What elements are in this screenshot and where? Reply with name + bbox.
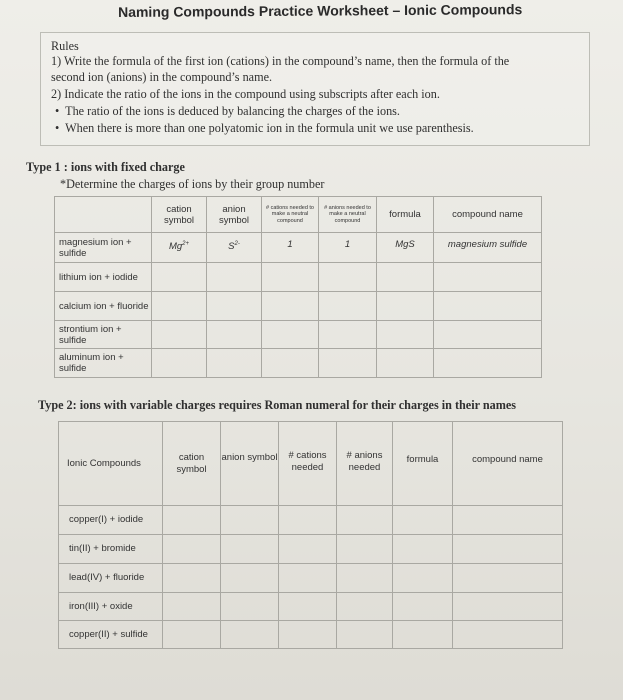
ion-pair-cell: tin(II) + bromide: [59, 535, 163, 564]
answer-cell[interactable]: [163, 535, 221, 564]
answer-cell[interactable]: [279, 535, 337, 564]
type2-header-cations-needed: # cations needed: [279, 422, 337, 506]
type2-header-anions-needed: # anions needed: [337, 422, 393, 506]
anion-symbol: S: [228, 241, 235, 253]
answer-cell[interactable]: [434, 349, 542, 378]
answer-cell[interactable]: [377, 263, 434, 292]
rule-1-line-1: 1) Write the formula of the first ion (cations) in the compound’s name, then the formula of the: [51, 54, 510, 68]
answer-cell[interactable]: [207, 349, 262, 378]
cations-needed-cell[interactable]: 1: [262, 233, 319, 263]
type1-header-compound-name: compound name: [434, 197, 542, 233]
answer-cell[interactable]: [377, 349, 434, 378]
ion-pair-cell: aluminum ion + sulfide: [55, 349, 152, 378]
type1-label: Type 1 :: [26, 160, 68, 174]
answer-cell[interactable]: [207, 292, 262, 321]
page-title: Naming Compounds Practice Worksheet – Ionic Compounds: [118, 1, 523, 20]
table-row: [59, 621, 563, 649]
answer-cell[interactable]: [221, 564, 279, 593]
rules-box: [40, 32, 590, 146]
answer-cell[interactable]: [152, 292, 207, 321]
type1-header-anions-needed: # anions needed to make a neutral compound: [319, 197, 377, 233]
type1-header-row: [55, 197, 542, 233]
type1-header-cations-needed: # cations needed to make a neutral compound: [262, 197, 319, 233]
table-row: [59, 593, 563, 621]
type1-table: [54, 196, 542, 378]
answer-cell[interactable]: [262, 263, 319, 292]
ion-pair-cell: magnesium ion + sulfide: [55, 233, 152, 263]
answer-cell[interactable]: [319, 321, 377, 349]
rule-bullet-2: • When there is more than one polyatomic ion in the formula unit we use parenthesis.: [55, 121, 474, 135]
answer-cell[interactable]: [221, 506, 279, 535]
table-row: [55, 233, 542, 263]
answer-cell[interactable]: [453, 535, 563, 564]
type2-table-wrap: [58, 421, 563, 649]
answer-cell[interactable]: [279, 621, 337, 649]
answer-cell[interactable]: [337, 593, 393, 621]
table-row: [55, 263, 542, 292]
anion-charge: 2-: [234, 241, 240, 247]
answer-cell[interactable]: [152, 321, 207, 349]
answer-cell[interactable]: [377, 321, 434, 349]
ion-pair-cell: iron(III) + oxide: [59, 593, 163, 621]
ion-pair-cell: lead(IV) + fluoride: [59, 564, 163, 593]
answer-cell[interactable]: [453, 621, 563, 649]
compound-name-cell[interactable]: magnesium sulfide: [434, 233, 542, 263]
table-row: [55, 349, 542, 378]
type1-header-anion: anion symbol: [207, 197, 262, 233]
rule-bullet-2-text: When there is more than one polyatomic ion in the formula unit we use parenthesis.: [65, 121, 474, 135]
answer-cell[interactable]: [434, 321, 542, 349]
formula-cell[interactable]: MgS: [377, 233, 434, 263]
answer-cell[interactable]: [319, 263, 377, 292]
answer-cell[interactable]: [434, 263, 542, 292]
rule-bullet-1: • The ratio of the ions is deduced by balancing the charges of the ions.: [55, 104, 400, 118]
answer-cell[interactable]: [262, 292, 319, 321]
ion-pair-cell: copper(II) + sulfide: [59, 621, 163, 649]
answer-cell[interactable]: [163, 506, 221, 535]
ion-pair-cell: lithium ion + iodide: [55, 263, 152, 292]
answer-cell[interactable]: [221, 593, 279, 621]
table-row: [55, 292, 542, 321]
answer-cell[interactable]: [152, 349, 207, 378]
table-row: [55, 321, 542, 349]
answer-cell[interactable]: [319, 292, 377, 321]
answer-cell[interactable]: [337, 535, 393, 564]
type2-header-anion: anion symbol: [221, 422, 279, 506]
answer-cell[interactable]: [434, 292, 542, 321]
answer-cell[interactable]: [377, 292, 434, 321]
cation-symbol-cell[interactable]: [152, 233, 207, 263]
answer-cell[interactable]: [163, 593, 221, 621]
type1-heading: [26, 160, 185, 176]
type2-header-cation: cation symbol: [163, 422, 221, 506]
answer-cell[interactable]: [221, 535, 279, 564]
rule-1-line-2: second ion (anions) in the compound’s name.: [51, 70, 273, 84]
answer-cell[interactable]: [163, 564, 221, 593]
answer-cell[interactable]: [262, 349, 319, 378]
answer-cell[interactable]: [393, 535, 453, 564]
answer-cell[interactable]: [279, 593, 337, 621]
answer-cell[interactable]: [152, 263, 207, 292]
table-row: [59, 564, 563, 593]
answer-cell[interactable]: [393, 506, 453, 535]
cation-symbol: Mg: [168, 241, 183, 253]
rules-heading: Rules: [51, 39, 79, 53]
table-row: [59, 535, 563, 564]
answer-cell[interactable]: [207, 321, 262, 349]
answer-cell[interactable]: [319, 349, 377, 378]
rule-bullet-1-text: The ratio of the ions is deduced by balancing the charges of the ions.: [65, 104, 400, 118]
type1-header-blank: [55, 197, 152, 233]
type2-header-compound-name: compound name: [453, 422, 563, 506]
ion-pair-cell: copper(I) + iodide: [59, 506, 163, 535]
ion-pair-cell: calcium ion + fluoride: [55, 292, 152, 321]
answer-cell[interactable]: [262, 321, 319, 349]
answer-cell[interactable]: [337, 564, 393, 593]
answer-cell[interactable]: [337, 506, 393, 535]
ion-pair-cell: strontium ion + sulfide: [55, 321, 152, 349]
anions-needed-cell[interactable]: 1: [319, 233, 377, 263]
rule-2: 2) Indicate the ratio of the ions in the compound using subscripts after each ion.: [51, 87, 440, 101]
type1-header-formula: formula: [377, 197, 434, 233]
cation-charge: 2+: [182, 241, 190, 247]
anion-symbol-cell[interactable]: [207, 233, 262, 263]
type2-table: [58, 421, 563, 649]
type2-header-formula: formula: [393, 422, 453, 506]
answer-cell[interactable]: [221, 621, 279, 649]
answer-cell[interactable]: [207, 263, 262, 292]
type2-heading: Type 2: ions with variable charges requires Roman numeral for their charges in their names: [38, 398, 516, 412]
answer-cell[interactable]: [279, 506, 337, 535]
answer-cell[interactable]: [453, 564, 563, 593]
answer-cell[interactable]: [393, 593, 453, 621]
answer-cell[interactable]: [337, 621, 393, 649]
type2-header-row: [59, 422, 563, 506]
answer-cell[interactable]: [393, 621, 453, 649]
answer-cell[interactable]: [453, 506, 563, 535]
answer-cell[interactable]: [393, 564, 453, 593]
type1-header-cation: cation symbol: [152, 197, 207, 233]
type1-note: *Determine the charges of ions by their group number: [60, 177, 325, 191]
table-row: [59, 506, 563, 535]
answer-cell[interactable]: [163, 621, 221, 649]
answer-cell[interactable]: [279, 564, 337, 593]
answer-cell[interactable]: [453, 593, 563, 621]
type2-header-ionic: Ionic Compounds: [59, 422, 163, 506]
type1-table-wrap: [54, 196, 542, 378]
type1-label-rest: ions with fixed charge: [70, 160, 185, 174]
